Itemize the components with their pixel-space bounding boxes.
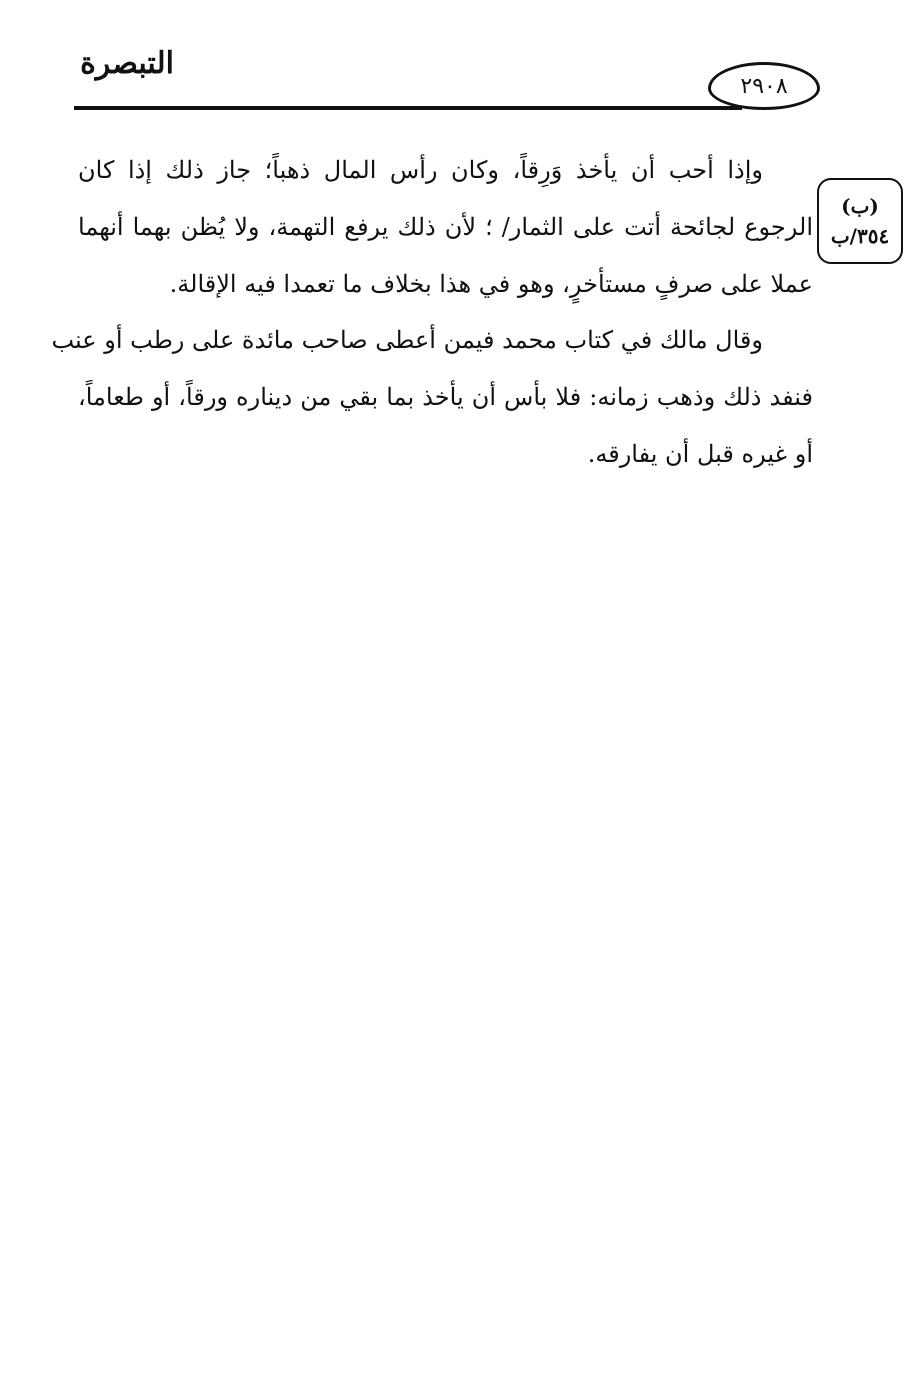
text-line: فنفد ذلك وذهب زمانه: فلا بأس أن يأخذ بما بقي من ديناره ورقاً، أو طعاماً، [78, 383, 813, 411]
text-line: عملا على صرفٍ مستأخرٍ، وهو في هذا بخلاف ما تعمدا فيه الإقالة. [169, 270, 813, 298]
folio-note-line-2: ٣٥٤/ب [830, 224, 890, 248]
paragraph-2 [51, 312, 813, 483]
folio-note-line-1: (ب) [841, 194, 879, 218]
page-number: ٢٩٠٨ [740, 73, 788, 99]
book-title: التبصرة [80, 46, 174, 81]
text-line: وقال مالك في كتاب محمد فيمن أعطى صاحب مائدة على رطب أو عنب [51, 326, 763, 354]
manuscript-folio-note [817, 178, 903, 264]
text-line: أو غيره قبل أن يفارقه. [587, 440, 813, 468]
text-line: وإذا أحب أن يأخذ وَرِقاً، وكان رأس المال ذهباً؛ جاز ذلك إذا كان [78, 156, 763, 184]
text-line: الرجوع لجائحة أتت على الثمار/ ؛ لأن ذلك يرفع التهمة، ولا يُظن بهما أنهما [78, 213, 813, 241]
header-rule [74, 106, 742, 110]
paragraph-1 [78, 142, 813, 313]
page-number-badge [708, 62, 820, 110]
